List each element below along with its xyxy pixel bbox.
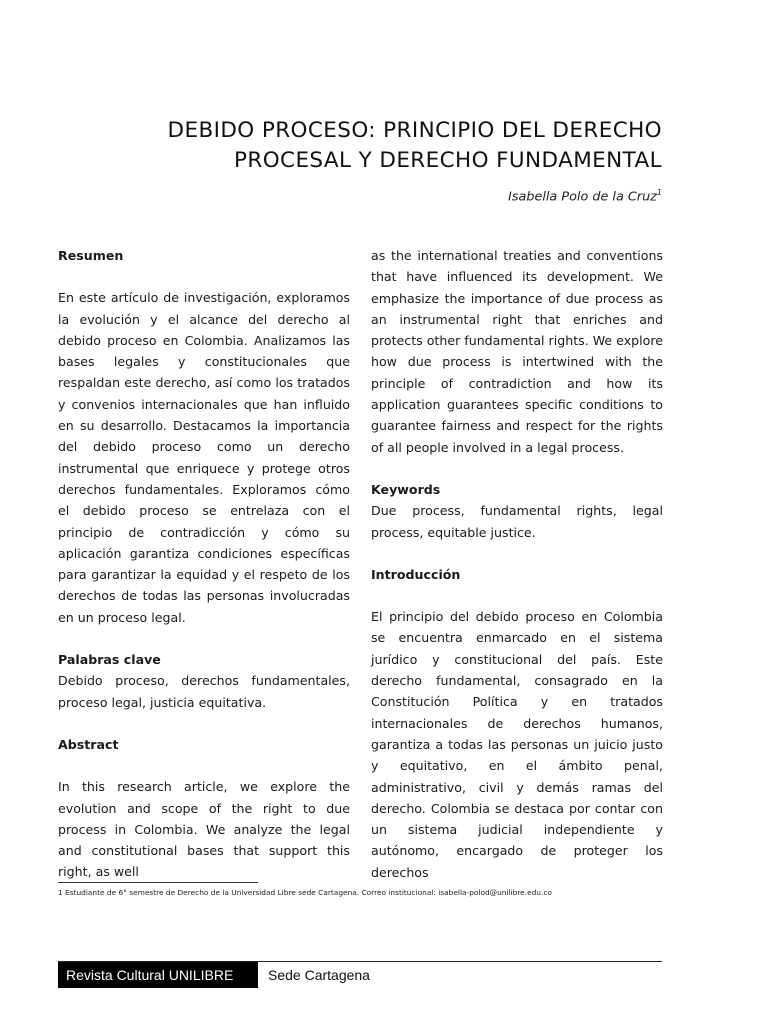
article-title bbox=[62, 116, 662, 176]
author-byline bbox=[508, 188, 662, 204]
footnote: 1 Estudiante de 6° semestre de Derecho de la Universidad Libre sede Cartagena. Correo institucional: isabella-polod@unilibre.edu.co bbox=[58, 888, 552, 897]
footnote-divider bbox=[58, 882, 258, 883]
abstract-heading: Abstract bbox=[58, 736, 119, 752]
introduccion-paragraph: El principio del debido proceso en Colombia se encuentra enmarcado en el sistema jurídico y constitucional del país. Este derecho fundamental, consagrado en la Constitución Política y en tratados internacionales de derechos humanos, garantiza a todas las personas un juicio justo y equitativo, en el ámbito penal, administrativo, civil y demás ramas del derecho. Colombia se destaca por contar con un sistema judicial independiente y autónomo, encargado de proteger los derechos bbox=[371, 609, 663, 880]
keywords-heading: Keywords bbox=[371, 481, 441, 497]
resumen-heading: Resumen bbox=[58, 248, 124, 263]
title-line-1: DEBIDO PROCESO: PRINCIPIO DEL DERECHO bbox=[167, 118, 662, 143]
abstract-paragraph-continued: as the international treaties and conventions that have influenced its development. We emphasize the importance of due process as an instrumental right that enriches and protects other fundamental rights. We explore how due process is intertwined with the principle of contradiction and how its application guarantees specific conditions to guarantee fairness and respect for the rights of all people involved in a legal process. bbox=[371, 248, 663, 455]
palabras-clave-heading: Palabras clave bbox=[58, 652, 161, 668]
title-line-2: PROCESAL Y DERECHO FUNDAMENTAL bbox=[234, 148, 662, 173]
left-column bbox=[58, 245, 350, 883]
abstract-paragraph: In this research article, we explore the evolution and scope of the right to due process in Colombia. We analyze the legal and constitutional bases that support this right, as well bbox=[58, 779, 350, 880]
campus-name: Sede Cartagena bbox=[268, 967, 370, 983]
author-footnote-marker: 1 bbox=[656, 188, 662, 197]
journal-name-box: Revista Cultural UNILIBRE bbox=[58, 962, 258, 988]
keywords-text: Due process, fundamental rights, legal process, equitable justice. bbox=[371, 503, 663, 540]
introduccion-heading: Introducción bbox=[371, 566, 461, 582]
palabras-clave-text: Debido proceso, derechos fundamentales, proceso legal, justicia equitativa. bbox=[58, 673, 350, 710]
resumen-paragraph: En este artículo de investigación, exploramos la evolución y el alcance del derecho al debido proceso en Colombia. Analizamos las bases legales y constitucionales que respaldan este derecho, así como los tratados y convenios internacionales que han influido en su desarrollo. Destacamos la importancia del debido proceso como un derecho instrumental que enriquece y protege otros derechos fundamentales. Exploramos cómo el debido proceso se entrelaza con el principio de contradicción y cómo su aplicación garantiza condiciones específicas para garantizar la equidad y el respeto de los derechos de todas las personas involucradas en un proceso legal. bbox=[58, 290, 350, 625]
author-name: Isabella Polo de la Cruz bbox=[508, 189, 657, 205]
right-column bbox=[371, 245, 663, 883]
